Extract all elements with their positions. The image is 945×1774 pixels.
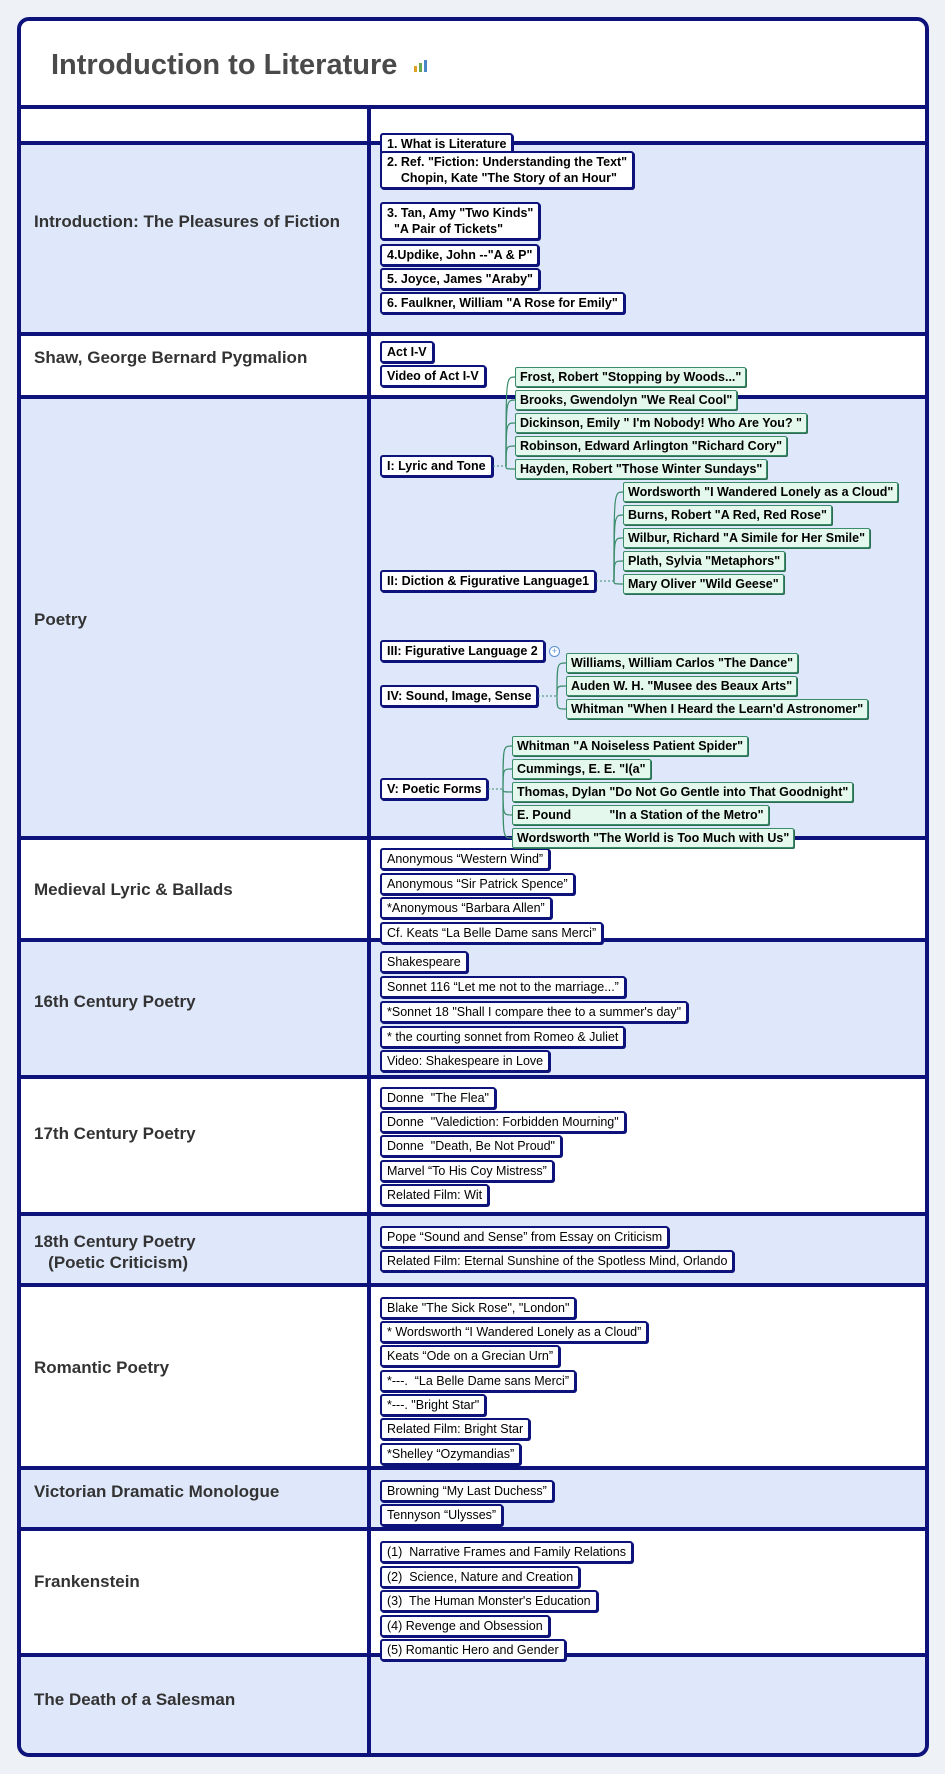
poetry-group[interactable]: I: Lyric and Tone [380,455,493,477]
topic-item[interactable]: *---. “La Belle Dame sans Merci” [380,1370,576,1392]
section-label[interactable]: Romantic Poetry [34,1358,170,1377]
topic-item[interactable]: Donne "Death, Be Not Proud" [380,1135,562,1157]
topic-item[interactable]: (2) Science, Nature and Creation [380,1566,580,1588]
row-divider [21,1283,925,1287]
poem-item[interactable]: E. Pound "In a Station of the Metro" [512,805,769,825]
row-divider [21,395,925,399]
poem-item[interactable]: Wordsworth "I Wandered Lonely as a Cloud" [623,482,898,502]
section-label[interactable]: The Death of a Salesman [34,1690,236,1709]
poem-item[interactable]: Brooks, Gwendolyn "We Real Cool" [515,390,737,410]
poem-item[interactable]: Cummings, E. E. "l(a" [512,759,651,779]
topic-item[interactable]: Related Film: Bright Star [380,1418,530,1440]
chart-icon[interactable] [413,59,429,73]
topic-item[interactable]: *---. "Bright Star" [380,1394,486,1416]
row-divider [21,105,925,109]
topic-item[interactable]: *Anonymous “Barbara Allen” [380,897,552,919]
section-label[interactable]: 17th Century Poetry [34,1124,196,1143]
topic-item[interactable]: Donne "Valediction: Forbidden Mourning" [380,1111,626,1133]
poem-item[interactable]: Burns, Robert "A Red, Red Rose" [623,505,832,525]
topic-item[interactable]: Sonnet 116 “Let me not to the marriage...” [380,976,626,998]
topic-item[interactable]: (4) Revenge and Obsession [380,1615,550,1637]
poetry-group[interactable]: III: Figurative Language 2 [380,640,545,662]
topic-item[interactable]: (5) Romantic Hero and Gender [380,1639,566,1661]
topic-item[interactable]: Browning “My Last Duchess” [380,1480,554,1502]
poem-item[interactable]: Williams, William Carlos "The Dance" [566,653,798,673]
topic-item[interactable]: Anonymous “Sir Patrick Spence” [380,873,575,895]
topic-item[interactable]: Donne "The Flea" [380,1087,496,1109]
poetry-group[interactable]: IV: Sound, Image, Sense [380,685,538,707]
topic-item[interactable]: Shakespeare [380,951,468,973]
poem-item[interactable]: Wilbur, Richard "A Simile for Her Smile" [623,528,870,548]
row-divider [21,332,925,336]
poem-item[interactable]: Dickinson, Emily " I'm Nobody! Who Are You? " [515,413,807,433]
poem-item[interactable]: Hayden, Robert "Those Winter Sundays" [515,459,767,479]
section-label[interactable]: Victorian Dramatic Monologue [34,1482,280,1501]
topic-item[interactable]: *Sonnet 18 "Shall I compare thee to a summer's day" [380,1001,688,1023]
section-label[interactable]: Frankenstein [34,1572,140,1591]
topic-item[interactable]: 6. Faulkner, William "A Rose for Emily" [380,292,625,314]
topic-item[interactable]: *Shelley “Ozymandias” [380,1443,521,1465]
title-bar [21,21,925,109]
section-label[interactable]: Poetry [34,610,87,629]
topic-item[interactable]: Blake "The Sick Rose", "London" [380,1297,576,1319]
topic-item[interactable]: * the courting sonnet from Romeo & Juliet [380,1026,625,1048]
poem-item[interactable]: Whitman "When I Heard the Learn'd Astronomer" [566,699,868,719]
poem-item[interactable]: Frost, Robert "Stopping by Woods..." [515,367,746,387]
poem-item[interactable]: Wordsworth "The World is Too Much with Us" [512,828,794,848]
poem-item[interactable]: Plath, Sylvia "Metaphors" [623,551,785,571]
topic-item[interactable]: Tennyson “Ulysses” [380,1504,503,1526]
topic-item[interactable]: Keats “Ode on a Grecian Urn” [380,1345,560,1367]
section-label[interactable]: 18th Century Poetry (Poetic Criticism) [34,1232,196,1272]
row-divider [21,1466,925,1470]
topic-item[interactable]: * Wordsworth “I Wandered Lonely as a Cloud” [380,1321,648,1343]
poetry-group[interactable]: V: Poetic Forms [380,778,488,800]
topic-item[interactable]: 3. Tan, Amy "Two Kinds" "A Pair of Tickets" [380,202,540,240]
section-label[interactable]: Introduction: The Pleasures of Fiction [34,212,341,231]
topic-item[interactable]: Cf. Keats “La Belle Dame sans Merci” [380,922,603,944]
row-divider [21,1527,925,1531]
topic-item[interactable]: Related Film: Wit [380,1184,489,1206]
poem-item[interactable]: Thomas, Dylan "Do Not Go Gentle into That Goodnight" [512,782,853,802]
row-divider [21,1075,925,1079]
topic-item[interactable]: Video of Act I-V [380,365,486,387]
topic-item[interactable]: 2. Ref. "Fiction: Understanding the Text" Chopin, Kate "The Story of an Hour" [380,151,634,189]
topic-item[interactable]: Video: Shakespeare in Love [380,1050,550,1072]
page-title: Introduction to Literature [51,49,398,81]
topic-item[interactable]: Pope “Sound and Sense” from Essay on Criticism [380,1226,669,1248]
poem-item[interactable]: Robinson, Edward Arlington "Richard Cory" [515,436,787,456]
section-label[interactable]: Shaw, George Bernard Pygmalion [34,348,308,367]
row-divider [21,1212,925,1216]
topic-item[interactable]: Related Film: Eternal Sunshine of the Spotless Mind, Orlando [380,1250,734,1272]
poem-item[interactable]: Auden W. H. "Musee des Beaux Arts" [566,676,797,696]
topic-item[interactable]: (3) The Human Monster's Education [380,1590,598,1612]
topic-item[interactable]: 4.Updike, John --"A & P" [380,244,539,266]
poem-item[interactable]: Whitman "A Noiseless Patient Spider" [512,736,748,756]
poetry-group[interactable]: II: Diction & Figurative Language1 [380,570,596,592]
mindmap-frame [17,17,929,1757]
topic-item[interactable]: (1) Narrative Frames and Family Relations [380,1541,633,1563]
topic-item[interactable]: Act I-V [380,341,434,363]
topic-item[interactable]: Marvel “To His Coy Mistress” [380,1160,554,1182]
column-divider [367,109,371,1757]
section-label[interactable]: Medieval Lyric & Ballads [34,880,233,899]
topic-item[interactable]: Anonymous “Western Wind” [380,848,550,870]
topic-item[interactable]: 5. Joyce, James "Araby" [380,268,540,290]
section-label[interactable]: 16th Century Poetry [34,992,196,1011]
topic-item[interactable]: 1. What is Literature [380,133,513,155]
expand-icon[interactable]: + [549,646,560,657]
poem-item[interactable]: Mary Oliver "Wild Geese" [623,574,784,594]
